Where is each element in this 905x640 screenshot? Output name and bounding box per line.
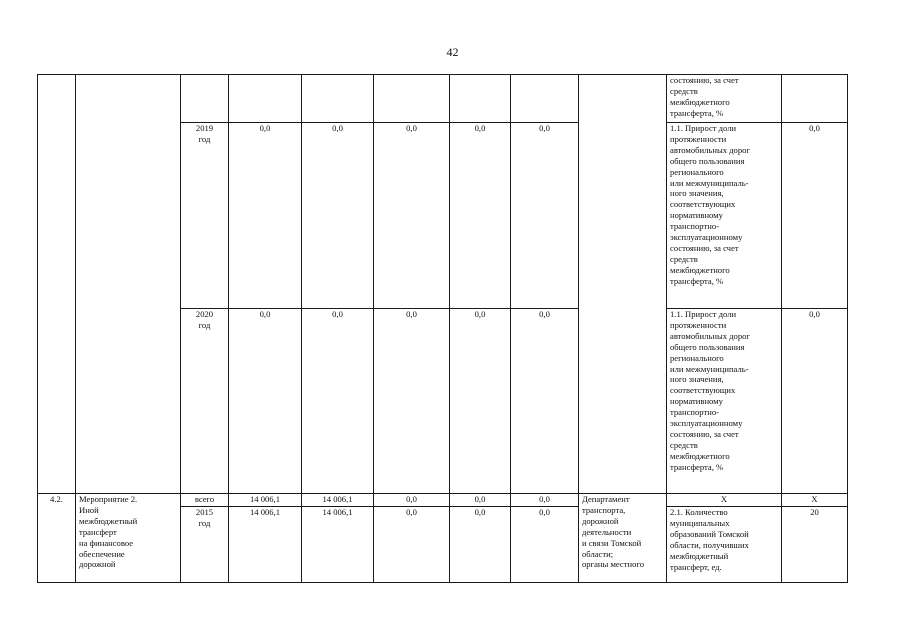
measure-executor: Департамент транспорта, дорожной деятельности и связи Томской области; органы местного [579,494,667,583]
page-number: 42 [446,45,459,59]
value-cell: 14 006,1 [229,494,302,507]
total-label: всего [181,494,229,507]
measure-number: 4.2. [38,494,76,583]
indicator-value-cell: 0,0 [782,309,848,494]
value-cell-empty [229,75,302,123]
value-cell: 0,0 [374,123,450,309]
value-cell: 0,0 [229,309,302,494]
year-cell-empty [181,75,229,123]
value-cell: 14 006,1 [302,507,374,583]
number-cell-empty [38,75,76,494]
value-cell: 0,0 [450,494,511,507]
table-row [38,75,848,123]
table-row [38,494,848,507]
value-cell: 0,0 [374,309,450,494]
name-cell-empty [76,75,181,494]
year-cell: 2020 год [181,309,229,494]
indicator-cell: 1.1. Прирост доли протяженности автомобильных дорог общего пользования регионального или межмуниципаль- ного значения, соответствующих нормативному транспортно- эксплуатационному состоянию, за счет средств межбюджетного трансферта, % [667,309,782,494]
budget-table [37,74,848,583]
value-cell-empty [302,75,374,123]
value-cell: 0,0 [302,309,374,494]
executor-cell-empty [579,75,667,494]
indicator-cell: 1.1. Прирост доли протяженности автомобильных дорог общего пользования регионального или межмуниципаль- ного значения, соответствующих нормативному транспортно- эксплуатационному состоянию, за счет средств межбюджетного трансферта, % [667,123,782,309]
value-cell: 0,0 [229,123,302,309]
value-cell: 0,0 [374,507,450,583]
indicator-value-cell: 0,0 [782,123,848,309]
year-cell: 2019 год [181,123,229,309]
value-cell: 14 006,1 [229,507,302,583]
value-cell: 0,0 [511,123,579,309]
year-cell: 2015 год [181,507,229,583]
indicator-value-cell: 20 [782,507,848,583]
value-cell: 0,0 [511,309,579,494]
value-cell: 0,0 [374,494,450,507]
value-cell: 0,0 [511,507,579,583]
value-cell: 0,0 [450,507,511,583]
value-cell: 0,0 [450,123,511,309]
value-cell: 14 006,1 [302,494,374,507]
measure-name: Мероприятие 2. Иной межбюджетный трансферт на финансовое обеспечение дорожной [76,494,181,583]
value-cell-empty [450,75,511,123]
value-cell-empty [511,75,579,123]
indicator-cell: 2.1. Количество муниципальных образований Томской области, получивших межбюджетный трансферт, ед. [667,507,782,583]
value-cell: 0,0 [302,123,374,309]
indicator-value-cell: Х [782,494,848,507]
value-cell: 0,0 [450,309,511,494]
indicator-cell: Х [667,494,782,507]
indicator-value-cell-empty [782,75,848,123]
value-cell-empty [374,75,450,123]
indicator-cell: состоянию, за счет средств межбюджетного трансферта, % [667,75,782,123]
value-cell: 0,0 [511,494,579,507]
